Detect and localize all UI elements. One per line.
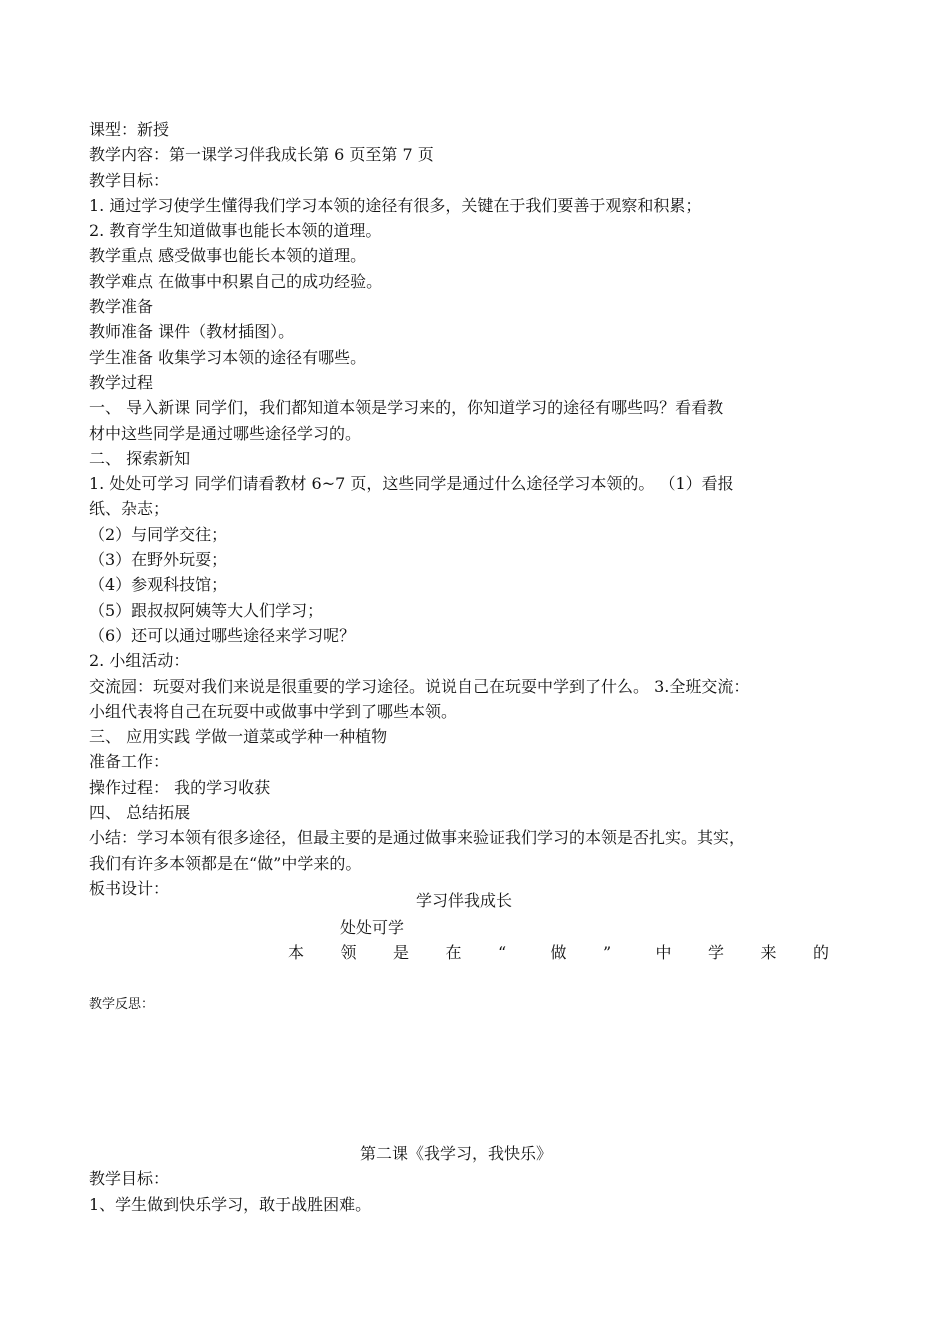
board-char: 中 [655, 943, 672, 962]
board-char: 学 [708, 943, 725, 962]
board-char: 本 [288, 943, 305, 962]
board-char: 在 [445, 943, 462, 962]
way-4: （4）参观科技馆； [89, 575, 228, 595]
summary-line-1: 小结：学习本领有很多途径，但最主要的是通过做事来验证我们学习的本领是否扎实。其实， [89, 828, 746, 848]
step-1-line-2: 材中这些同学是通过哪些途径学习的。 [89, 423, 362, 443]
board-char: 是 [393, 943, 410, 962]
goal-2: 2. 教育学生知道做事也能长本领的道理。 [89, 221, 382, 241]
lesson1-body [89, 117, 889, 901]
step-2-item-1: 1. 处处可学习 同学们请看教材 6~7 页，这些同学是通过什么途径学习本领的。 （1）看报 [89, 474, 734, 494]
way-2: （2）与同学交往； [89, 524, 228, 544]
reflection-label: 教学反思： [89, 997, 155, 1012]
teacher-prep: 教师准备 课件（教材插图）。 [89, 322, 295, 342]
board-char: 做 [550, 943, 567, 962]
board-char: 领 [340, 943, 357, 962]
board-subtitle: 处处可学 [340, 918, 405, 937]
goal-1: 1. 通过学习使学生懂得我们学习本领的途径有很多，关键在于我们要善于观察和积累； [89, 195, 702, 215]
way-5: （5）跟叔叔阿姨等大人们学习； [89, 600, 324, 620]
step-1-line-1: 一、 导入新课 同学们，我们都知道本领是学习来的，你知道学习的途径有哪些吗？看看教 [89, 398, 724, 418]
way-3: （3）在野外玩耍； [89, 550, 228, 570]
lesson-content: 教学内容：第一课学习伴我成长第 6 页至第 7 页 [89, 145, 434, 165]
lesson-type: 课型：新授 [89, 120, 170, 139]
lesson2-title: 第二课《我学习，我快乐》 [360, 1144, 553, 1163]
student-prep: 学生准备 收集学习本领的途径有哪些。 [89, 347, 367, 367]
lesson2-goal-heading: 教学目标： [89, 1169, 170, 1188]
exchange-line-1: 交流园：玩耍对我们来说是很重要的学习途径。说说自己在玩耍中学到了什么。 3.全班交流： [89, 676, 750, 696]
key-point: 教学重点 感受做事也能长本领的道理。 [89, 246, 367, 266]
step-3-heading: 三、 应用实践 学做一道菜或学种一种植物 [89, 727, 388, 747]
board-char: ” [603, 943, 612, 962]
process-heading: 教学过程 [89, 372, 154, 392]
prep-work: 准备工作： [89, 752, 170, 772]
operation-process: 操作过程： 我的学习收获 [89, 777, 271, 797]
board-char: 来 [760, 943, 777, 962]
board-title: 学习伴我成长 [416, 891, 513, 910]
group-activity: 2. 小组活动： [89, 651, 190, 671]
step-4-heading: 四、 总结拓展 [89, 803, 191, 823]
difficult-point: 教学难点 在做事中积累自己的成功经验。 [89, 271, 383, 291]
lesson2-goal-1: 1、学生做到快乐学习，敢于战胜困难。 [89, 1195, 372, 1214]
board-char: 的 [813, 943, 830, 962]
goal-heading: 教学目标： [89, 170, 170, 190]
way-6: （6）还可以通过哪些途径来学习呢？ [89, 625, 356, 645]
board-char: “ [498, 943, 507, 962]
board-design-heading: 板书设计： [89, 878, 170, 898]
prep-heading: 教学准备 [89, 297, 154, 317]
step-2-heading: 二、 探索新知 [89, 448, 191, 468]
summary-line-2: 我们有许多本领都是在“做”中学来的。 [89, 853, 362, 873]
step-2-item-1-cont: 纸、杂志； [89, 499, 170, 519]
board-char-row [288, 940, 866, 963]
exchange-line-2: 小组代表将自己在玩耍中或做事中学到了哪些本领。 [89, 701, 458, 721]
